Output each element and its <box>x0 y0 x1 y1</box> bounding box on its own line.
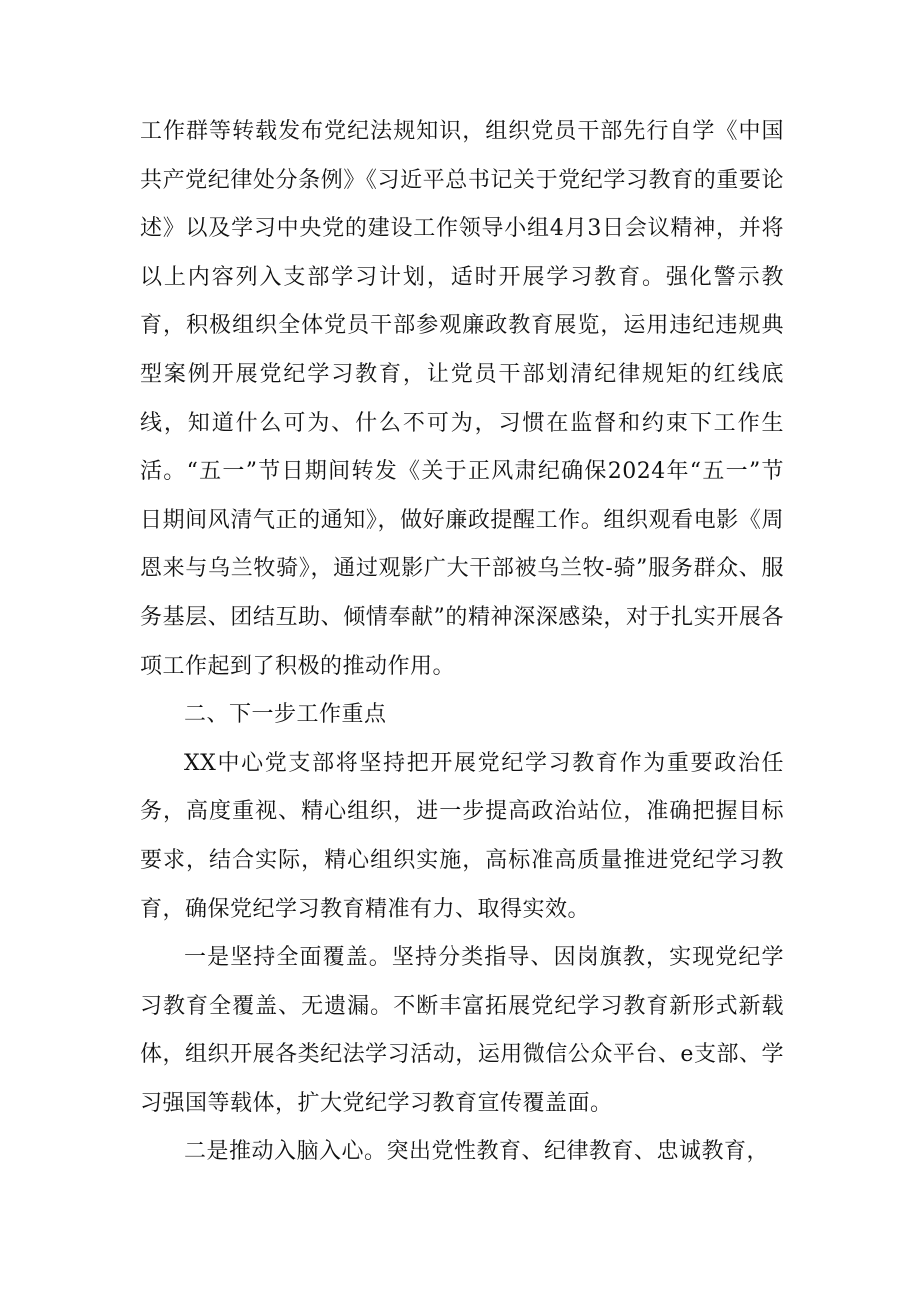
paragraph-continued-discipline-education: 工作群等转载发布党纪法规知识，组织党员干部先行自学《中国共产党纪律处分条例》《习近平总书记关于党纪学习教育的重要论述》以及学习中央党的建设工作领导小组4月3日会议精神，并将以上内容列入支部学习计划，适时开展学习教育。强化警示教育，积极组织全体党员干部参观廉政教育展览，运用违纪违规典型案例开展党纪学习教育，让党员干部划清纪律规矩的红线底线，知道什么可为、什么不可为，习惯在监督和约束下工作生活。“五一”节日期间转发《关于正风肃纪确保2024年“五一”节日期间风清气正的通知》，做好廉政提醒工作。组织观看电影《周恩来与乌兰牧骑》，通过观影广大干部被乌兰牧-骑”服务群众、服务基层、团结互助、倾情奉献”的精神深深感染，对于扎实开展各项工作起到了积极的推动作用。 <box>140 119 784 679</box>
paragraph-party-branch-commitment: XX中心党支部将坚持把开展党纪学习教育作为重要政治任务，高度重视、精心组织，进一步提高政治站位，准确把握目标要求，结合实际，精心组织实施，高标准高质量推进党纪学习教育，确保党纪学习教育精准有力、取得实效。 <box>140 750 784 922</box>
section-heading-next-steps: 二、下一步工作重点 <box>184 702 387 728</box>
paragraph-into-mind-and-heart: 二是推动入脑入心。突出党性教育、纪律教育、忠诚教育， <box>184 1139 770 1165</box>
paragraph-full-coverage: 一是坚持全面覆盖。坚持分类指导、因岗旗教，实现党纪学习教育全覆盖、无遗漏。不断丰富拓展党纪学习教育新形式新载体，组织开展各类纪法学习活动，运用微信公众平台、e支部、学习强国等载体，扩大党纪学习教育宣传覆盖面。 <box>140 945 784 1116</box>
document-body <box>140 108 784 1177</box>
